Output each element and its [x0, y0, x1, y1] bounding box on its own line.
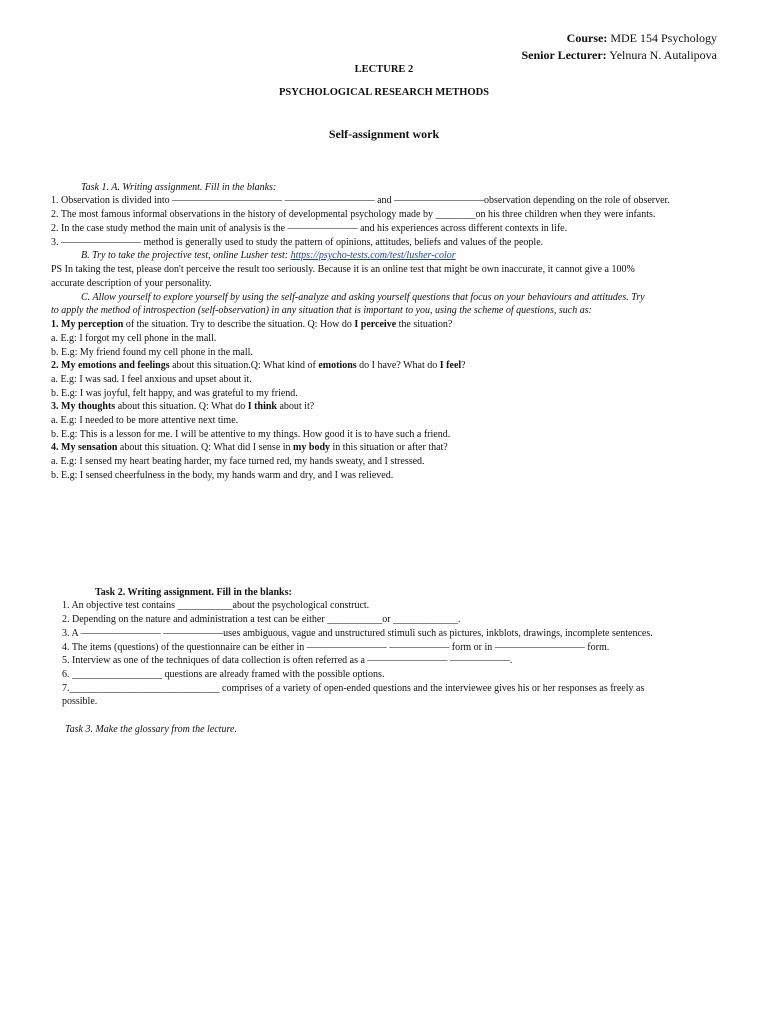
section-title: Self-assignment work [328, 127, 440, 141]
question-emphasis: I perceive [354, 319, 397, 330]
task1-item: 2. In the case study method the main unit of analysis is the ——————— and his experiences across different contexts in life. [51, 223, 568, 234]
question-emphasis: emotions [318, 360, 357, 371]
task2-item: possible. [62, 696, 98, 707]
question-text: about this situation. Q: What did I sense in [117, 442, 294, 453]
task2-heading: Task 2. Writing assignment. Fill in the blanks: [95, 587, 292, 598]
question-number: 2. My emotions and feelings [51, 360, 170, 371]
question-text: do I have? What do [356, 360, 440, 371]
question-text: about this situation.Q: What kind of [169, 360, 319, 371]
task2-item: 7.______________________________ comprises of a variety of open-ended questions and the interviewee gives his or her responses as freely as [62, 683, 645, 694]
lecturer-label: Senior Lecturer: [521, 48, 607, 62]
task1-item: 1. Observation is divided into ——————————— ————————— and —————————observation depending on the role of observer. [51, 195, 670, 206]
lecture-title: LECTURE 2 [354, 64, 414, 75]
question-number: 3. My thoughts [51, 401, 116, 412]
example-line: a. E.g: I forgot my cell phone in the mall. [51, 333, 217, 344]
task1-item: 3. ———————— method is generally used to study the pattern of opinions, attitudes, beliefs and values of the people. [51, 237, 544, 248]
course-label: Course: [566, 31, 608, 45]
example-line: b. E.g: I was joyful, felt happy, and was grateful to my friend. [51, 388, 298, 399]
example-line: a. E.g: I sensed my heart beating harder, my face turned red, my hands sweaty, and I stressed. [51, 456, 425, 467]
course-line [567, 31, 717, 45]
question-text: the situation? [396, 319, 453, 330]
task1-b-text: B. Try to take the projective test, online Lusher test: [81, 250, 291, 261]
example-line: b. E.g: My friend found my cell phone in the mall. [51, 347, 253, 358]
question-emphasis: my body [293, 442, 330, 453]
task1-b-line [81, 250, 456, 262]
course-value: MDE 154 Psychology [607, 31, 717, 45]
question-text: in this situation or after that? [330, 442, 448, 453]
task1-c-line: to apply the method of introspection (self-observation) in any situation that is important to you, using the scheme of questions, such as: [51, 305, 592, 316]
task1-c-line: C. Allow yourself to explore yourself by using the self-analyze and asking yourself questions that focus on your behaviours and attitudes. Try [81, 292, 645, 303]
lecturer-value: Yelnura N. Autalipova [606, 48, 717, 62]
task2-item: 6. __________________ questions are already framed with the possible options. [62, 669, 385, 680]
lecturer-line [521, 48, 717, 62]
task1-item: 2. The most famous informal observations in the history of developmental psychology made by ________on his three children when they were infants. [51, 209, 656, 220]
example-line: a. E.g: I was sad. I feel anxious and upset about it. [51, 374, 252, 385]
question-emphasis: I feel [439, 360, 462, 371]
example-line: a. E.g: I needed to be more attentive next time. [51, 415, 239, 426]
lusher-test-link[interactable]: https://psycho-tests.com/test/lusher-color [290, 250, 456, 261]
task2-item: 2. Depending on the nature and administration a test can be either ___________or _____________. [62, 614, 461, 625]
task2-item: 3. A ———————— ——————uses ambiguous, vague and unstructured stimuli such as pictures, inkblots, drawings, incomplete sentences. [62, 628, 653, 639]
task3-heading: Task 3. Make the glossary from the lecture. [65, 724, 237, 735]
question-number: 1. My perception [51, 319, 124, 330]
ps-line: accurate description of your personality. [51, 278, 212, 289]
task1-heading: Task 1. A. Writing assignment. Fill in the blanks: [81, 182, 277, 193]
task2-item: 5. Interview as one of the techniques of data collection is often referred as a ———————— ——————. [62, 655, 513, 666]
question-emphasis: I think [247, 401, 277, 412]
example-line: b. E.g: I sensed cheerfulness in the body, my hands warm and dry, and I was relieved. [51, 470, 394, 481]
question-text: about this situation. Q: What do [115, 401, 248, 412]
question-text: of the situation. Try to describe the situation. Q: How do [123, 319, 355, 330]
question-text: ? [461, 360, 466, 371]
question-emotions [51, 360, 466, 372]
task2-item: 4. The items (questions) of the questionnaire can be either in ———————— —————— form or in ————————— form. [62, 642, 610, 653]
question-number: 4. My sensation [51, 442, 118, 453]
ps-line: PS In taking the test, please don't perceive the result too seriously. Because it is an online test that might be own inaccurate, it cannot give a 100% [51, 264, 635, 275]
question-text: about it? [276, 401, 315, 412]
task2-item: 1. An objective test contains ___________about the psychological construct. [62, 600, 370, 611]
example-line: b. E.g: This is a lesson for me. I will be attentive to my things. How good it is to have such a friend. [51, 429, 451, 440]
question-sensation [51, 442, 448, 454]
topic-title: PSYCHOLOGICAL RESEARCH METHODS [278, 87, 490, 98]
question-perception [51, 319, 452, 331]
question-thoughts [51, 401, 314, 413]
